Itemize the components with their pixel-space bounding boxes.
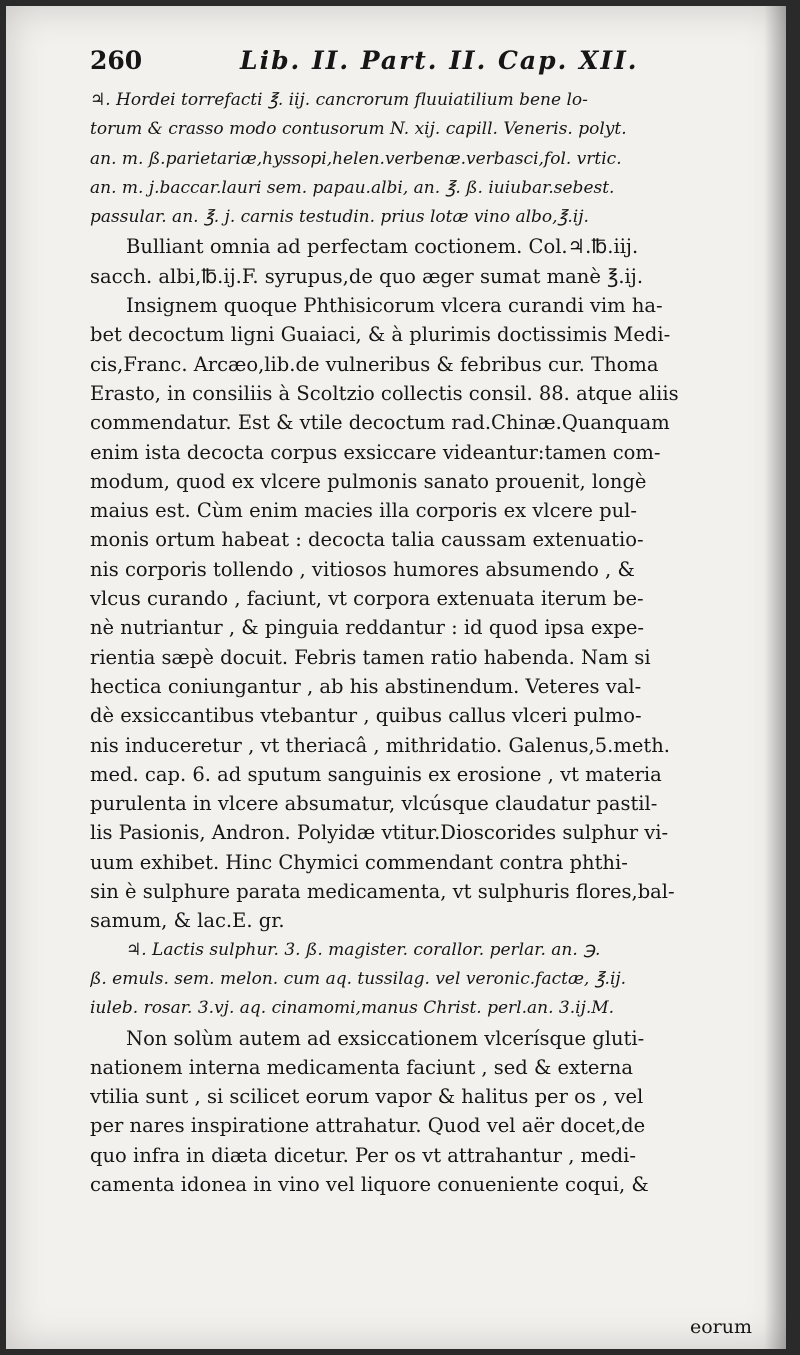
text-line: nis corporis tollendo , vitiosos humores absumendo , & <box>90 557 635 581</box>
text-line: bet decoctum ligni Guaiaci, & à plurimis doctissimis Medi- <box>90 323 671 347</box>
catchword: eorum <box>689 1316 752 1338</box>
text-line: monis ortum habeat : decocta talia caussam extenuatio- <box>90 528 644 552</box>
text-line: modum, quod ex vlcere pulmonis sanato prouenit, longè <box>90 469 647 493</box>
text-line: sacch. albi,℔.ij.F. syrupus,de quo æger sumat manè ℥.ij. <box>90 264 644 288</box>
running-title: Lib. II. Part. II. Cap. XII. <box>240 46 639 75</box>
text-line: rientia sæpè docuit. Febris tamen ratio habenda. Nam si <box>90 645 651 669</box>
text-line: nè nutriantur , & pinguia reddantur : id quod ipsa expe- <box>90 616 645 640</box>
text-line: nis induceretur , vt theriacâ , mithridatio. Galenus,5.meth. <box>90 733 670 757</box>
text-line: vtilia sunt , si scilicet eorum vapor & halitus per os , vel <box>90 1085 644 1109</box>
text-line: an. m. ß.parietariæ,hyssopi,helen.verbenæ.verbasci,fol. vrtic. <box>90 148 622 169</box>
text-line: nationem interna medicamenta faciunt , sed & externa <box>90 1055 633 1079</box>
page-number: 260 <box>90 46 143 75</box>
text-line: per nares inspiratione attrahatur. Quod vel aër docet,de <box>90 1114 646 1138</box>
text-line: lis Pasionis, Andron. Polyidæ vtitur.Dioscorides sulphur vi- <box>90 821 669 845</box>
text-line: commendatur. Est & vtile decoctum rad.Chinæ.Quanquam <box>90 411 670 435</box>
text-line: ♃. Lactis sulphur. 3. ß. magister. corallor. perlar. an. ℈. <box>126 939 601 960</box>
text-line: uum exhibet. Hinc Chymici commendant contra phthi- <box>90 850 628 874</box>
text-line: med. cap. 6. ad sputum sanguinis ex erosione , vt materia <box>90 762 662 786</box>
text-line: purulenta in vlcere absumatur, vlcúsque claudatur pastil- <box>90 792 658 816</box>
text-line: Insignem quoque Phthisicorum vlcera curandi vim ha- <box>126 294 663 318</box>
text-line: maius est. Cùm enim macies illa corporis ex vlcere pul- <box>90 499 637 523</box>
text-line: Non solùm autem ad exsiccationem vlcerísque gluti- <box>126 1026 645 1050</box>
text-line: camenta idonea in vino vel liquore conueniente coqui, & <box>90 1172 649 1196</box>
text-line: iuleb. rosar. 3.vj. aq. cinamomi,manus Christ. perl.an. 3.ij.M. <box>90 998 615 1019</box>
text-line: Bulliant omnia ad perfectam coctionem. Col.♃.℔.iij. <box>126 235 639 259</box>
text-line: cis,Franc. Arcæo,lib.de vulneribus & febribus cur. Thoma <box>90 352 659 376</box>
book-page <box>6 6 786 1349</box>
text-line: an. m. j.baccar.lauri sem. papau.albi, an. ℥. ß. iuiubar.sebest. <box>90 177 615 198</box>
text-line: dè exsiccantibus vtebantur , quibus callus vlceri pulmo- <box>90 704 642 728</box>
text-line: samum, & lac.E. gr. <box>90 909 285 933</box>
text-line: passular. an. ℥. j. carnis testudin. prius lotæ vino albo,℥.ij. <box>90 207 589 228</box>
body-text <box>90 86 770 1199</box>
text-line: Erasto, in consiliis à Scoltzio collectis consil. 88. atque aliis <box>90 381 679 405</box>
text-line: hectica coniungantur , ab his abstinendum. Veteres val- <box>90 674 642 698</box>
text-line: quo infra in diæta dicetur. Per os vt attrahantur , medi- <box>90 1143 636 1167</box>
text-line: sin è sulphure parata medicamenta, vt sulphuris flores,bal- <box>90 880 675 904</box>
text-line: vlcus curando , faciunt, vt corpora extenuata iterum be- <box>90 587 644 611</box>
text-line: torum & crasso modo contusorum N. xij. capill. Veneris. polyt. <box>90 119 627 140</box>
text-line: enim ista decocta corpus exsiccare videantur:tamen com- <box>90 440 661 464</box>
text-line: ♃. Hordei torrefacti ℥. iij. cancrorum fluuiatilium bene lo- <box>90 90 588 110</box>
text-line: ß. emuls. sem. melon. cum aq. tussilag. vel veronic.factæ, ℥.ij. <box>90 968 627 989</box>
running-header <box>90 46 730 86</box>
